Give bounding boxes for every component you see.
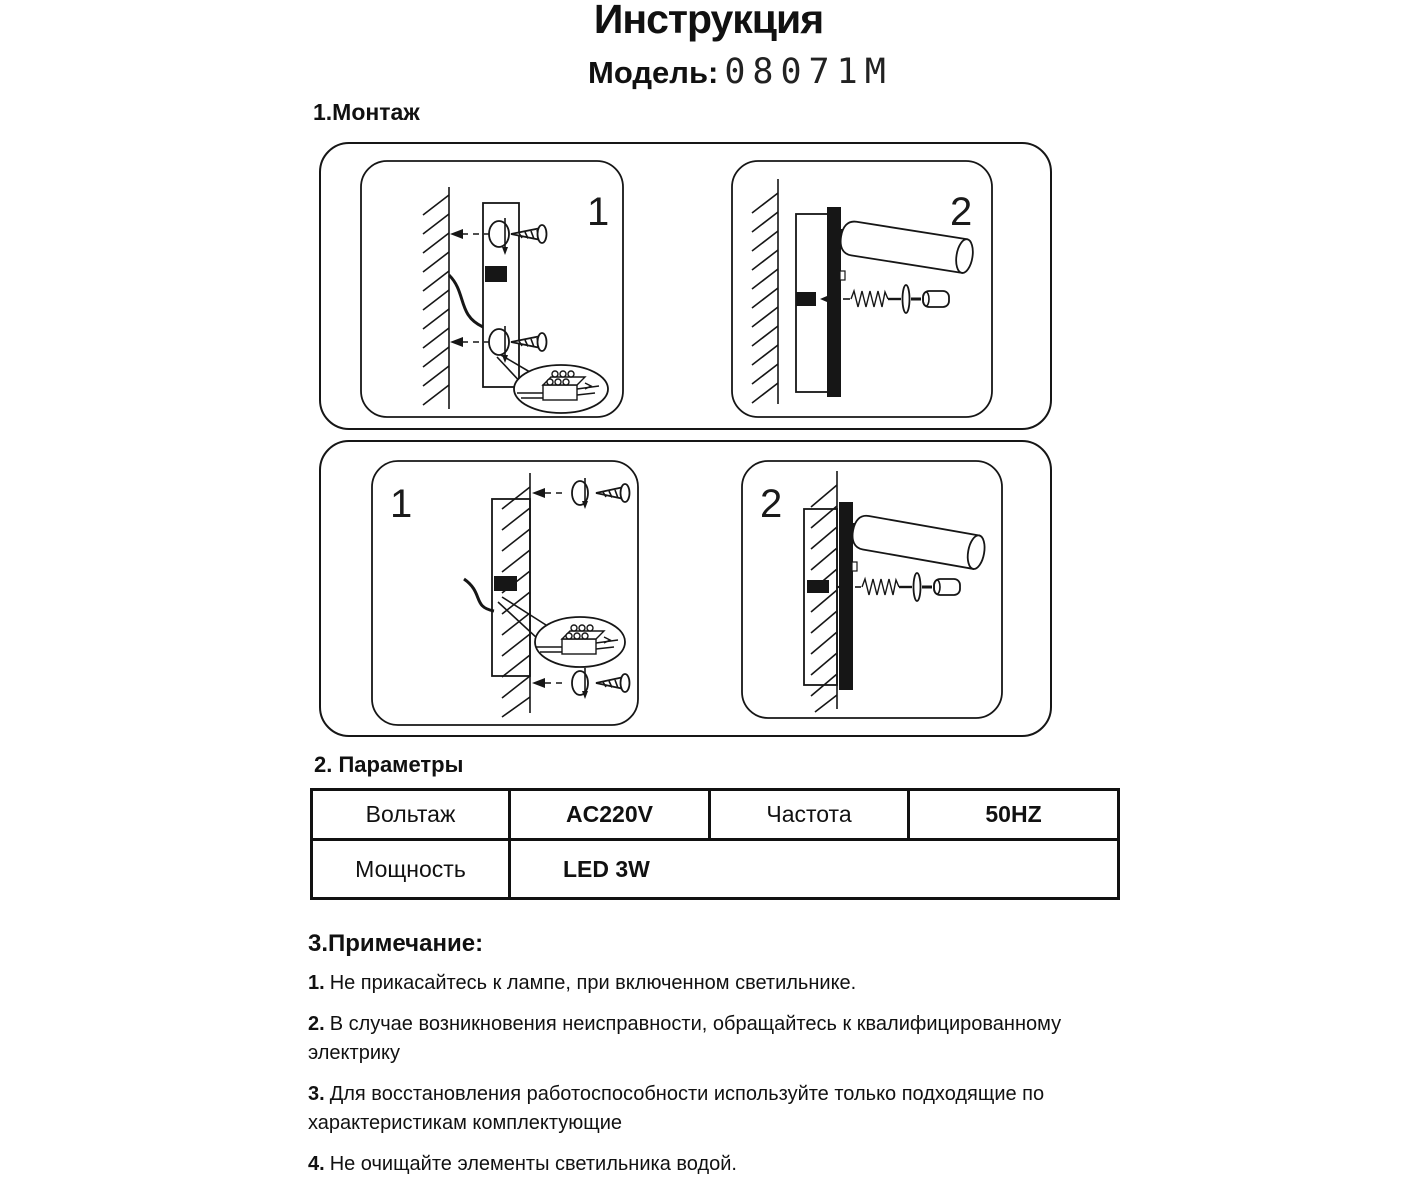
model-number: 08071M xyxy=(724,52,893,92)
diagram-step1-a xyxy=(359,159,625,419)
note-text: Для восстановления работоспособности используйте только подходящие по характеристикам комплектующие xyxy=(308,1083,1045,1134)
anchor-washer xyxy=(903,285,910,313)
page-title: Инструкция xyxy=(593,0,824,42)
note-number: 2. xyxy=(308,1013,325,1035)
anchor-peg xyxy=(807,580,829,593)
parameters-table xyxy=(310,788,1120,900)
step-number: 1 xyxy=(390,482,413,526)
notes-list xyxy=(308,969,1108,1181)
wall-mount-wiring-diagram xyxy=(370,459,640,727)
lamp-mounting-diagram xyxy=(730,159,994,419)
note-item xyxy=(308,1010,1108,1068)
param-frequency-label: Частота xyxy=(710,790,909,840)
wall-mount-wiring-diagram xyxy=(359,159,625,419)
note-text: Не очищайте элементы светильника водой. xyxy=(329,1153,737,1175)
wire-connector-block xyxy=(494,576,517,591)
note-item xyxy=(308,1150,1108,1179)
param-voltage-label: Вольтаж xyxy=(312,790,510,840)
lamp-mounting-diagram xyxy=(740,459,1004,720)
diagram-step2-a xyxy=(730,159,994,419)
step-number: 1 xyxy=(587,190,610,234)
note-text: В случае возникновения неисправности, обращайтесь к квалифицированному электрику xyxy=(308,1013,1062,1064)
param-voltage-value: AC220V xyxy=(510,790,710,840)
note-number: 4. xyxy=(308,1153,325,1175)
montage-diagram-set1 xyxy=(319,142,1052,430)
wire-connector-block xyxy=(485,266,507,282)
note-number: 3. xyxy=(308,1083,325,1105)
param-power-label: Мощность xyxy=(312,840,510,899)
step-number: 2 xyxy=(760,482,783,526)
section-heading-montage: 1.Монтаж xyxy=(313,99,420,125)
note-number: 1. xyxy=(308,972,325,994)
note-text: Не прикасайтесь к лампе, при включенном светильнике. xyxy=(329,972,857,994)
base-notch xyxy=(852,562,857,571)
section-heading-notes: 3.Примечание: xyxy=(308,930,484,957)
fixture-base-bar xyxy=(827,207,841,397)
section-heading-parameters: 2. Параметры xyxy=(314,752,464,777)
step-number: 2 xyxy=(950,190,973,234)
param-power-value: LED 3W xyxy=(510,840,1119,899)
note-item xyxy=(308,1080,1108,1138)
anchor-washer xyxy=(914,573,921,601)
montage-diagram-set2 xyxy=(319,440,1052,737)
fixture-base-bar xyxy=(839,502,853,690)
anchor-peg xyxy=(796,292,816,306)
model-label: Модель: xyxy=(588,55,719,90)
param-frequency-value: 50HZ xyxy=(909,790,1119,840)
model-line xyxy=(588,52,893,92)
note-item xyxy=(308,969,1108,998)
diagram-step2-b xyxy=(740,459,1004,720)
diagram-step1-b xyxy=(370,459,640,727)
mounting-plate xyxy=(804,509,837,685)
base-notch xyxy=(840,271,845,280)
